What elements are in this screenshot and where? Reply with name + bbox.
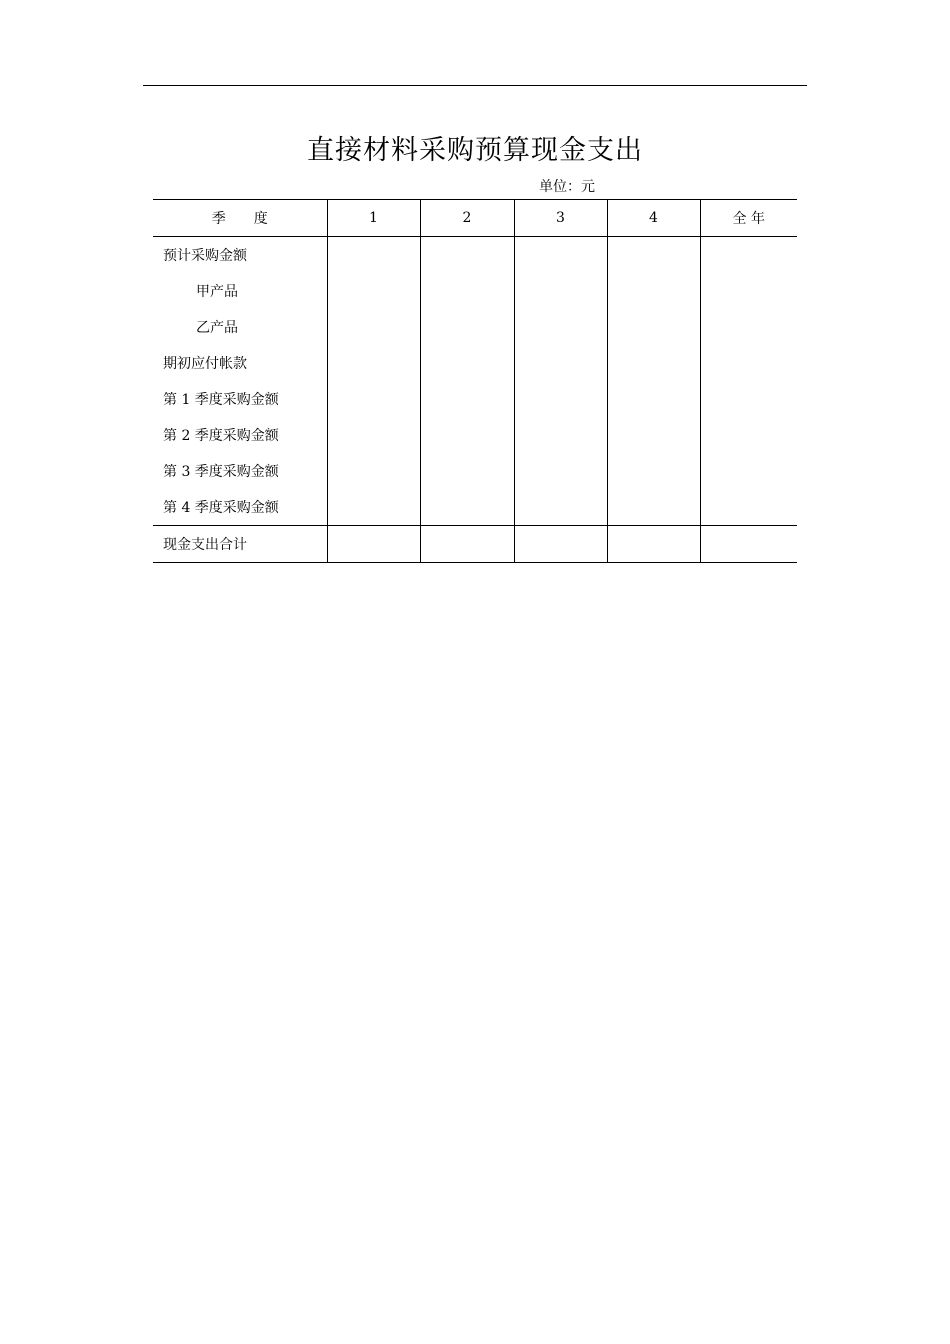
table-cell — [607, 489, 700, 526]
table-cell — [700, 526, 797, 563]
table-row — [153, 453, 797, 489]
table-row — [153, 237, 797, 274]
table-cell — [327, 237, 420, 274]
table-cell — [700, 489, 797, 526]
header-rule — [143, 85, 807, 86]
row-label: 第 4 季度采购金额 — [163, 500, 279, 516]
row-label: 第 1 季度采购金额 — [163, 392, 279, 408]
table-row — [153, 273, 797, 309]
table-cell — [514, 273, 607, 309]
table-cell — [700, 453, 797, 489]
table-cell — [327, 526, 420, 563]
table-cell — [607, 273, 700, 309]
table-cell — [420, 309, 514, 345]
table-cell — [514, 309, 607, 345]
total-row — [153, 526, 797, 563]
table-cell — [514, 381, 607, 417]
table-cell — [700, 417, 797, 453]
table-row — [153, 309, 797, 345]
table-cell — [327, 489, 420, 526]
table-cell — [700, 237, 797, 274]
table-cell — [514, 489, 607, 526]
table-cell — [514, 345, 607, 381]
table-cell — [700, 345, 797, 381]
total-row-label: 现金支出合计 — [153, 526, 327, 563]
row-label: 预计采购金额 — [163, 248, 247, 264]
header-q2: 2 — [420, 200, 514, 237]
header-q1: 1 — [327, 200, 420, 237]
table-cell — [607, 381, 700, 417]
row-label: 第 3 季度采购金额 — [163, 464, 279, 480]
table-cell — [327, 381, 420, 417]
table-cell — [607, 309, 700, 345]
table-cell — [420, 237, 514, 274]
table-cell — [514, 417, 607, 453]
table-cell — [420, 489, 514, 526]
table-cell — [420, 273, 514, 309]
table-cell — [700, 309, 797, 345]
table-cell — [420, 381, 514, 417]
table-cell — [327, 345, 420, 381]
table-cell — [607, 417, 700, 453]
unit-note: 单位：元 — [539, 179, 595, 195]
table-cell — [607, 453, 700, 489]
header-quarter: 季 度 — [153, 200, 327, 237]
header-q4: 4 — [607, 200, 700, 237]
header-q3: 3 — [514, 200, 607, 237]
table-cell — [607, 345, 700, 381]
row-label: 期初应付帐款 — [163, 356, 247, 372]
table-row — [153, 417, 797, 453]
table-cell — [700, 273, 797, 309]
table-cell — [420, 526, 514, 563]
table-cell — [420, 345, 514, 381]
table-cell — [327, 417, 420, 453]
table-cell — [327, 273, 420, 309]
table-cell — [327, 453, 420, 489]
table-cell — [514, 237, 607, 274]
row-label: 甲产品 — [196, 284, 238, 300]
row-label: 乙产品 — [196, 320, 238, 336]
table-cell — [327, 309, 420, 345]
page-title: 直接材料采购预算现金支出 — [307, 135, 643, 166]
row-label: 第 2 季度采购金额 — [163, 428, 279, 444]
table-row — [153, 489, 797, 526]
header-row — [153, 200, 797, 237]
budget-table — [153, 199, 797, 563]
table-row — [153, 345, 797, 381]
header-full-year: 全 年 — [700, 200, 797, 237]
table-cell — [607, 237, 700, 274]
table-cell — [514, 453, 607, 489]
table-row — [153, 381, 797, 417]
table-cell — [607, 526, 700, 563]
table-cell — [514, 526, 607, 563]
table-cell — [420, 453, 514, 489]
table-cell — [700, 381, 797, 417]
table-cell — [420, 417, 514, 453]
